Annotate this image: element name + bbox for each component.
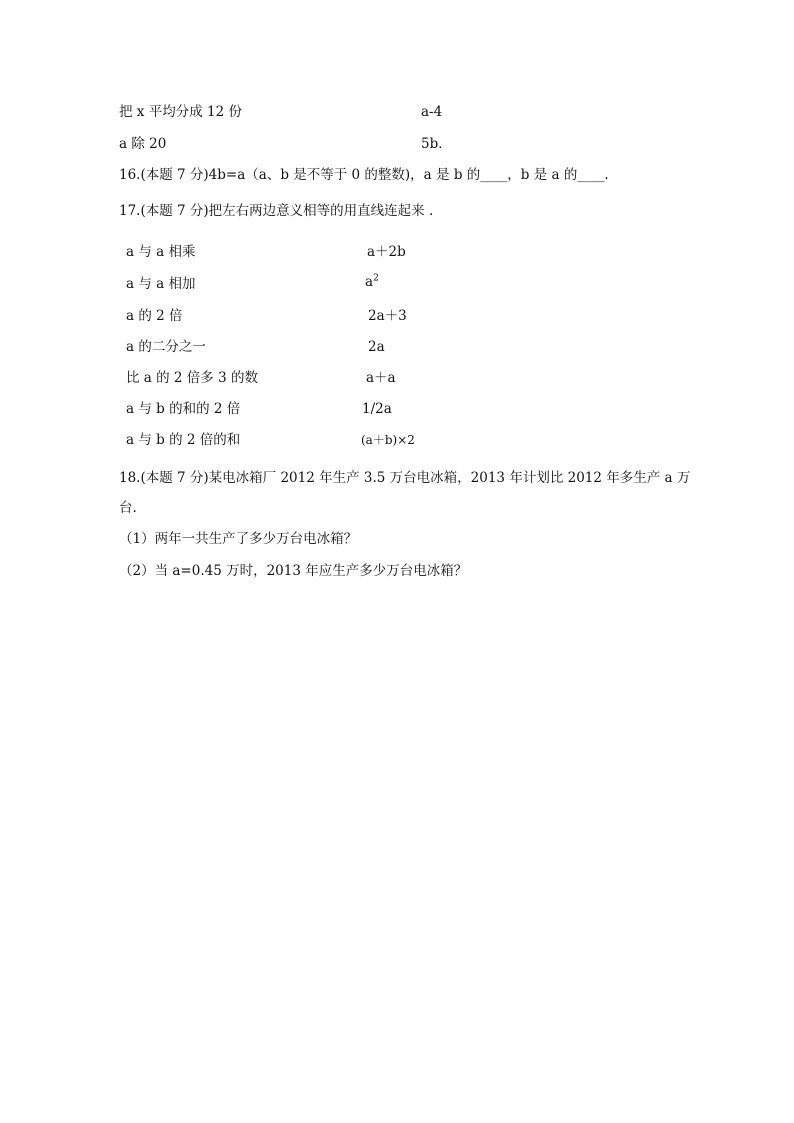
match-left-item: a 与 b 的和的 2 倍 [126,401,241,417]
continuation-row2-left: a 除 20 [119,136,167,152]
question-18-sub1: （1）两年一共生产了多少万台电冰箱？ [119,531,358,547]
match-left-item: a 与 a 相加 [126,276,196,292]
match-right-item: 2a [368,339,385,355]
match-left-item: a 的 2 倍 [126,308,183,324]
match-right-item: (a＋b)×2 [361,433,415,447]
match-left-item: a 的二分之一 [126,339,206,355]
question-17: 17.(本题 7 分)把左右两边意义相等的用直线连起来 . [119,203,434,219]
match-right-item [365,274,379,290]
match-right-base: a [365,274,374,290]
match-left-item: 比 a 的 2 倍多 3 的数 [126,370,258,386]
continuation-row1-left: 把 x 平均分成 12 份 [119,104,242,120]
match-left-item: a 与 b 的 2 倍的和 [126,432,241,448]
exponent: 2 [373,273,379,284]
question-18-line1: 18.(本题 7 分)某电冰箱厂 2012 年生产 3.5 万台电冰箱，2013 年计划比 2012 年多生产 a 万 [119,470,691,486]
match-right-item: a＋2b [367,244,406,260]
question-18-line2: 台. [119,500,137,516]
match-right-item: 2a＋3 [368,308,407,324]
match-right-item: 1/2a [362,401,392,417]
continuation-row1-right: a-4 [421,104,443,120]
match-right-item: a＋a [366,370,396,386]
question-18-sub2: （2）当 a=0.45 万时，2013 年应生产多少万台电冰箱？ [119,563,468,579]
continuation-row2-right: 5b． [421,136,452,152]
match-left-item: a 与 a 相乘 [126,244,196,260]
question-16: 16.(本题 7 分)4b=a（a、b 是不等于 0 的整数)，a 是 b 的____，b 是 a 的____. [119,167,609,183]
